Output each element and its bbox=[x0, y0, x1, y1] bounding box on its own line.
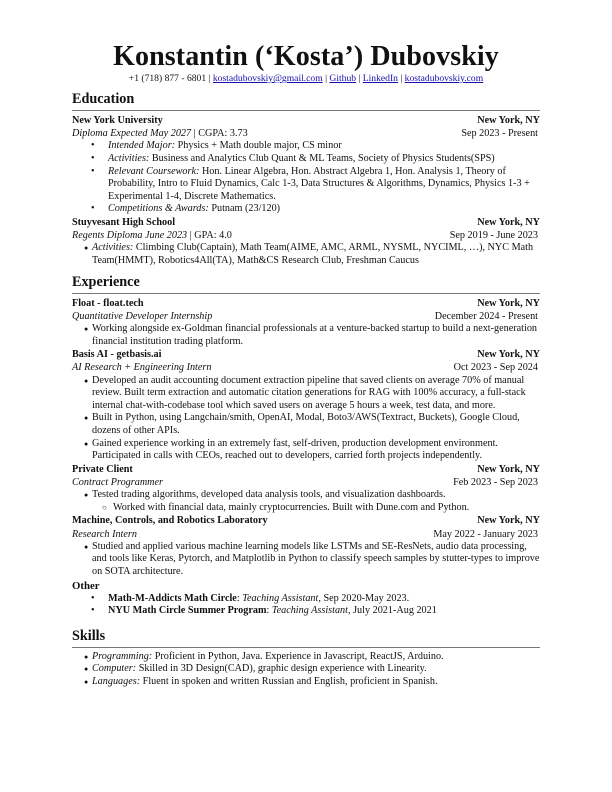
item-text: Hon. Linear Algebra, Hon. Abstract Algebra 1, Hon. Analysis 1, Theory of Probability, Intro to Fluid Dynamics, Calc 1-3, Data Structures & Algorithms, Dynamics, Physics 1-3 + Experimental 1-4, Discrete Mathematics. bbox=[108, 165, 530, 202]
entry-date: Sep 2023 - Present bbox=[461, 128, 538, 140]
item-name: Math-M-Addicts Math Circle bbox=[108, 592, 237, 604]
bullet-list bbox=[72, 242, 540, 267]
entry-header bbox=[72, 348, 540, 361]
separator: | bbox=[322, 73, 330, 84]
item-text: Putnam (23/120) bbox=[208, 203, 281, 215]
item-label: Computer: bbox=[92, 663, 137, 675]
other-title: Other bbox=[72, 579, 100, 592]
item-label: Activities: bbox=[92, 242, 134, 254]
entry-org: Stuyvesant High School bbox=[72, 216, 176, 228]
entry-location: New York, NY bbox=[477, 463, 540, 475]
entry-subheader bbox=[72, 528, 540, 541]
contact-line bbox=[72, 73, 540, 85]
entry-org: New York University bbox=[72, 115, 163, 126]
entry-subtitle: Research Intern bbox=[72, 528, 137, 540]
entry-subheader bbox=[72, 361, 540, 374]
entry-org: Private Client bbox=[72, 463, 133, 475]
section-divider bbox=[72, 293, 540, 294]
bullet-list bbox=[72, 541, 540, 579]
list-item: ● Tested trading algorithms, developed data analysis tools, and visualization dashboards. bbox=[72, 489, 540, 502]
entry-org: Machine, Controls, and Robotics Laboratory bbox=[72, 515, 268, 527]
entry-header bbox=[72, 463, 540, 476]
list-item: ● Built in Python, using Langchain/smith, OpenAI, Modal, Boto3/AWS(Textract, Buckets), Google Cloud, dozens of other APIs. bbox=[72, 412, 540, 437]
entry-subheader bbox=[72, 476, 540, 489]
list-item bbox=[72, 605, 540, 618]
entry-location: New York, NY bbox=[477, 216, 540, 228]
item-role: Teaching Assistant bbox=[242, 592, 319, 604]
entry-location: New York, NY bbox=[477, 515, 540, 527]
entry-date: Sep 2019 - June 2023 bbox=[449, 230, 538, 242]
item-label: Programming: bbox=[92, 650, 153, 662]
bullet-list bbox=[72, 651, 540, 689]
item-text: Proficient in Python, Java. Experience in Javascript, ReactJS, Arduino. bbox=[152, 650, 444, 662]
item-label: Activities: bbox=[108, 153, 150, 164]
section-title-skills: Skills bbox=[72, 627, 106, 644]
entry-date: Feb 2023 - Sep 2023 bbox=[453, 476, 538, 488]
list-item bbox=[72, 242, 540, 267]
website-link[interactable]: kostadubovskiy.com bbox=[404, 73, 484, 84]
entry-date: December 2024 - Present bbox=[434, 310, 538, 322]
list-item bbox=[72, 140, 540, 153]
item-text: Climbing Club(Captain), Math Team(AIME, AMC, ARML, NYSML, NYCIML, …), NYC Math Team(HMMT), Robotics4All(TA), Math&CS Research Club, Freshman Caucus bbox=[92, 242, 534, 266]
list-item: ● Gained experience working in an extremely fast, self-driven, production development environment. Participated in calls with CEOs, reached out to developers, carried forth projects independently. bbox=[72, 438, 540, 463]
item-date: , Sep 2020-May 2023. bbox=[318, 592, 410, 604]
linkedin-link[interactable]: LinkedIn bbox=[362, 73, 398, 84]
item-text: Business and Analytics Club Quant & ML Teams, Society of Physics Students(SPS) bbox=[149, 153, 495, 164]
education-section bbox=[72, 91, 540, 268]
section-title-education: Education bbox=[72, 91, 135, 107]
bullet-list bbox=[72, 323, 540, 348]
bullet-list bbox=[72, 489, 540, 514]
item-text: Fluent in spoken and written Russian and English, proficient in Spanish. bbox=[140, 675, 438, 687]
separator: | bbox=[397, 73, 405, 84]
phone-number: +1 (718) 877 - 6801 bbox=[128, 73, 207, 84]
item-date: , July 2021-Aug 2021 bbox=[347, 605, 437, 617]
entry-org: Float - float.tech bbox=[72, 297, 144, 309]
item-text: Skilled in 3D Design(CAD), graphic design experience with Linearity. bbox=[136, 663, 427, 675]
item-sep: : bbox=[236, 592, 243, 604]
list-item: ○ Worked with financial data, mainly cryptocurrencies. Built with Dune.com and Python. bbox=[72, 502, 540, 515]
entry-location: New York, NY bbox=[477, 115, 540, 126]
entry-subtitle: Quantitative Developer Internship bbox=[72, 310, 213, 322]
entry-org: Basis AI - getbasis.ai bbox=[72, 349, 162, 361]
list-item: ● Developed an audit accounting document extraction pipeline that saved clients on average 70% of manual review. Built term extraction and automatic citation generations for RAG with 100% accuracy, a full-stack internal chat-with-codebase tool which saved users on average 5 hours a week, test data, and more. bbox=[72, 375, 540, 413]
list-item: ● Working alongside ex-Goldman financial professionals at a venture-backed startup to build a next-generation financial institution trading platform. bbox=[72, 323, 540, 348]
item-label: Intended Major: bbox=[108, 140, 176, 152]
list-item bbox=[72, 676, 540, 689]
entry-subheader bbox=[72, 229, 540, 242]
entry-subtitle: Contract Programmer bbox=[72, 476, 164, 488]
item-text: Physics + Math double major, CS minor bbox=[175, 140, 342, 152]
list-item bbox=[72, 593, 540, 606]
entry-header bbox=[72, 114, 540, 127]
entry-header bbox=[72, 514, 540, 527]
entry-subheader bbox=[72, 127, 540, 140]
section-divider bbox=[72, 647, 540, 648]
entry-header bbox=[72, 216, 540, 229]
list-item bbox=[72, 153, 540, 166]
entry-location: New York, NY bbox=[477, 297, 540, 309]
entry-date: Oct 2023 - Sep 2024 bbox=[453, 362, 538, 374]
entry-subtitle: Regents Diploma June 2023 bbox=[72, 230, 188, 242]
list-item bbox=[72, 651, 540, 664]
item-label: Competitions & Awards: bbox=[108, 203, 209, 215]
entry-subheader bbox=[72, 310, 540, 323]
bullet-list bbox=[72, 140, 540, 216]
entry-location: New York, NY bbox=[477, 349, 540, 361]
item-label: Relevant Coursework: bbox=[108, 165, 200, 177]
bullet-list bbox=[72, 593, 540, 618]
entry-gpa: | CGPA: 3.73 bbox=[191, 128, 248, 140]
experience-section bbox=[72, 274, 540, 618]
resume-name: Konstantin (‘Kosta’) Dubovskiy bbox=[113, 41, 499, 72]
entry-gpa: | GPA: 4.0 bbox=[187, 230, 232, 242]
list-item bbox=[72, 166, 540, 204]
item-sep: : bbox=[266, 605, 272, 617]
email-link[interactable]: kostadubovskiy@gmail.com bbox=[212, 73, 323, 84]
entry-header bbox=[72, 297, 540, 310]
list-item bbox=[72, 203, 540, 216]
item-name: NYU Math Circle Summer Program bbox=[108, 605, 267, 617]
skills-section bbox=[72, 628, 540, 689]
section-divider bbox=[72, 110, 540, 111]
item-role: Teaching Assistant bbox=[271, 605, 348, 617]
bullet-list bbox=[72, 375, 540, 463]
entry-subtitle: Diploma Expected May 2027 bbox=[72, 128, 192, 140]
entry-subtitle: AI Research + Engineering Intern bbox=[72, 362, 212, 374]
list-item bbox=[72, 663, 540, 676]
list-item: ● Studied and applied various machine learning models like LSTMs and SE-ResNets, audio data processing, and tools like Keras, Pytorch, and Matplotlib in Python to classify speech samples by stutter-types to improve on SOTA architecture. bbox=[72, 541, 540, 579]
item-label: Languages: bbox=[92, 675, 141, 687]
entry-date: May 2022 - January 2023 bbox=[433, 528, 538, 540]
separator: | bbox=[356, 73, 363, 84]
github-link[interactable]: Github bbox=[329, 73, 357, 84]
section-title-experience: Experience bbox=[72, 273, 140, 290]
separator: | bbox=[206, 73, 213, 84]
